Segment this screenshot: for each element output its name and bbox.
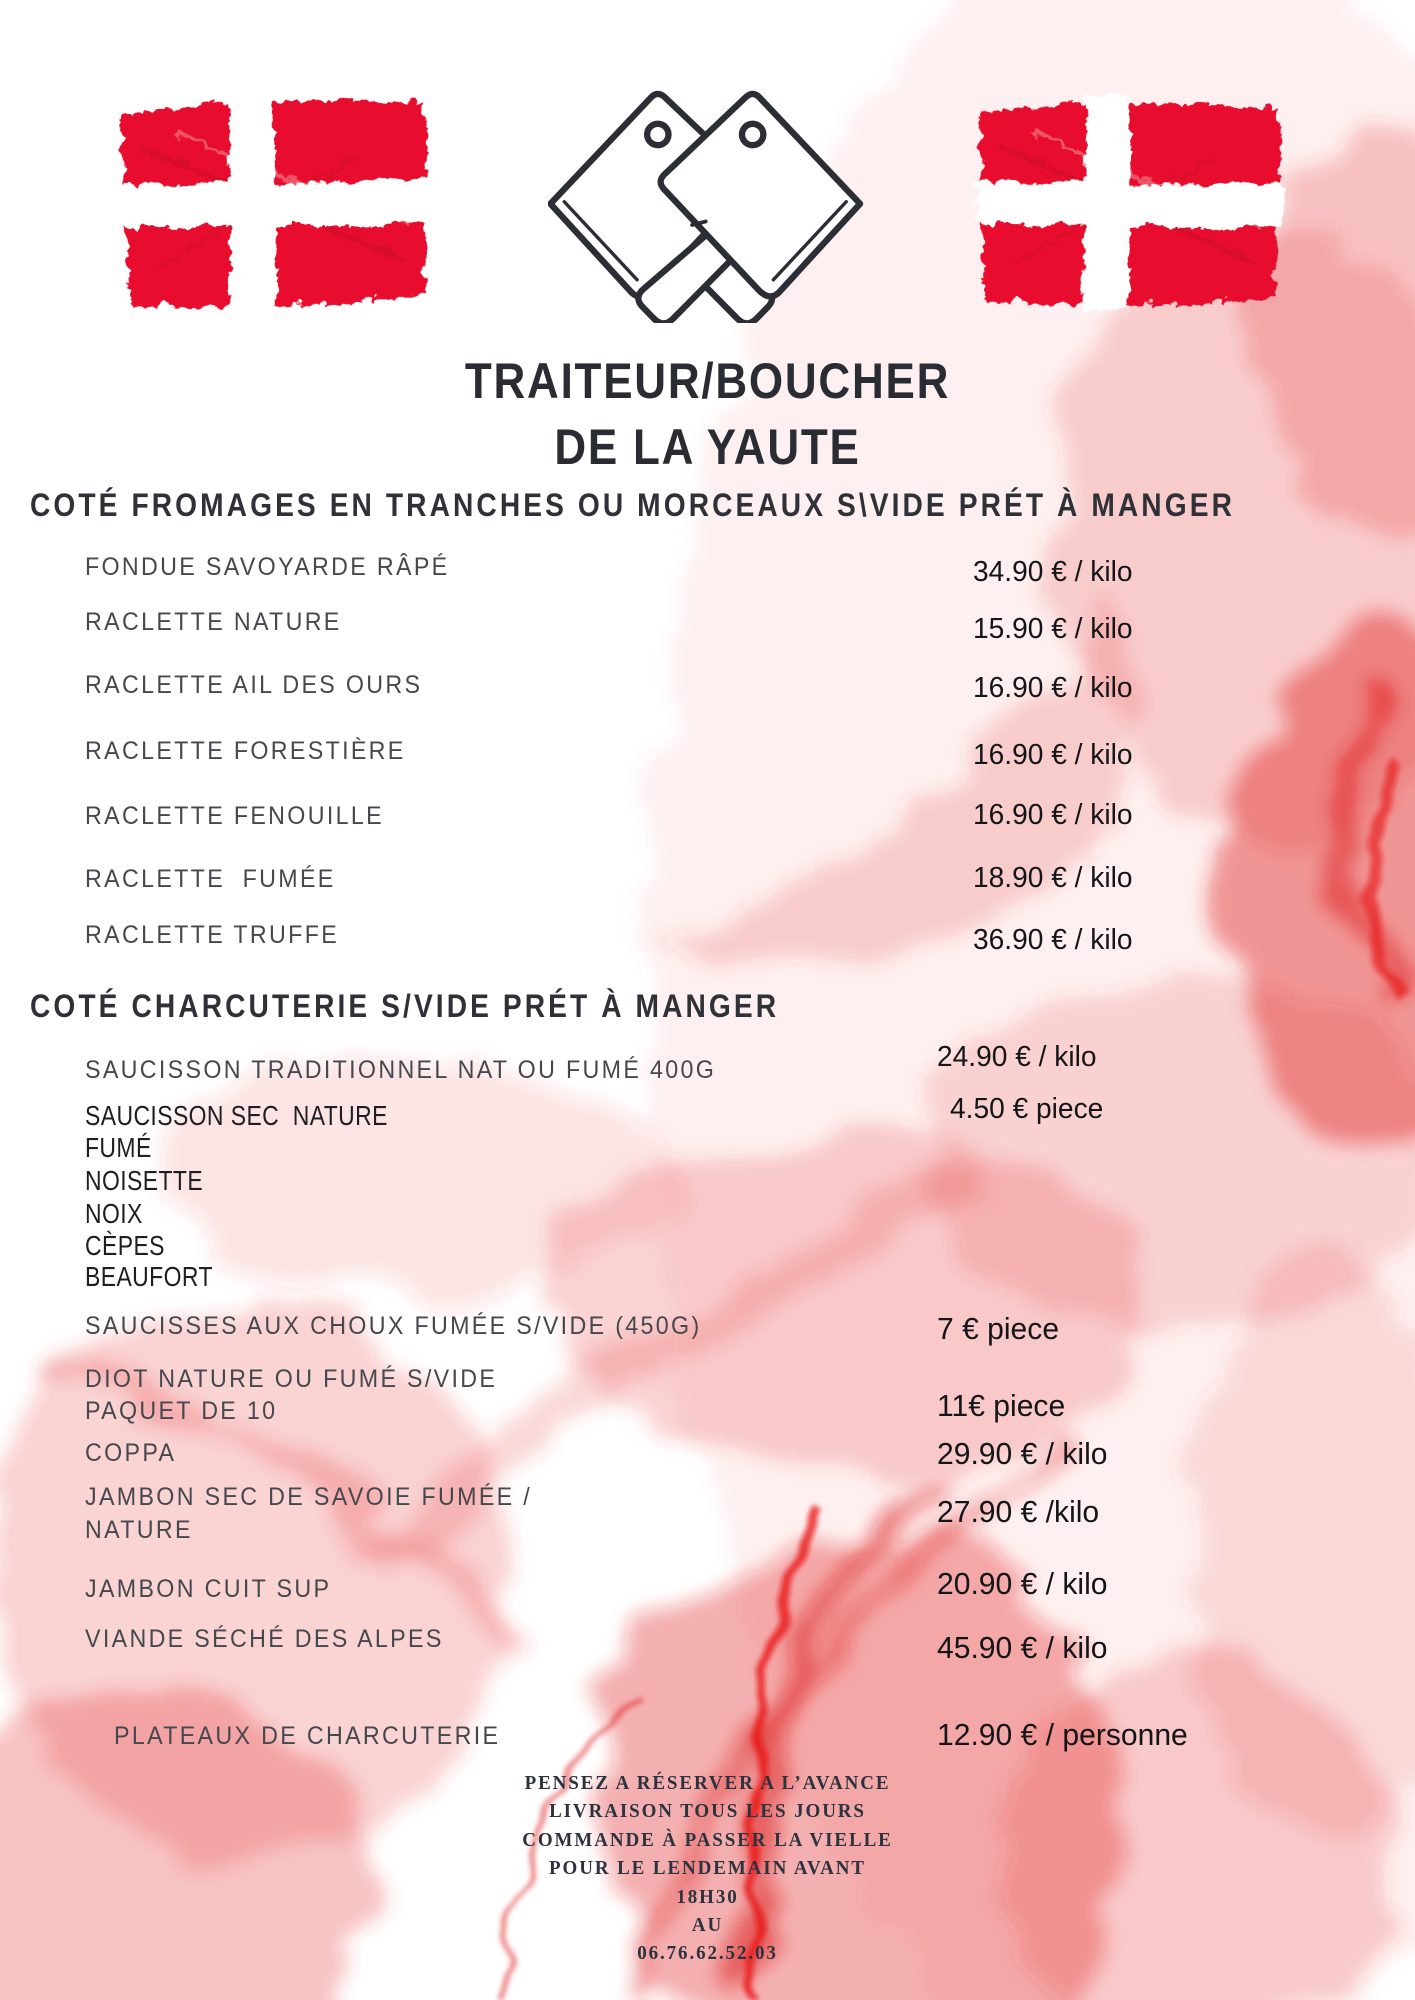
item-label: SAUCISSON SEC NATURE: [85, 1100, 388, 1131]
item-price: 24.90 € / kilo: [937, 1041, 1097, 1073]
footer-line: AU: [691, 1913, 724, 1936]
item-price: 29.90 € / kilo: [937, 1436, 1108, 1471]
item-label: RACLETTE FORESTIÈRE: [85, 737, 406, 765]
item-price: 11€ piece: [937, 1388, 1066, 1423]
item-label: RACLETTE NATURE: [85, 608, 342, 636]
section-heading: COTÉ CHARCUTERIE S/VIDE PRÉT À MANGER: [30, 988, 780, 1024]
page-title-line2: DE LA YAUTE: [554, 419, 861, 475]
item-price: 7 € piece: [937, 1311, 1060, 1346]
section-heading: COTÉ FROMAGES EN TRANCHES OU MORCEAUX S\VIDE PRÉT À MANGER: [30, 487, 1235, 523]
item-price: 4.50 € piece: [950, 1093, 1104, 1125]
item-price: 20.90 € / kilo: [937, 1566, 1108, 1601]
item-label: BEAUFORT: [85, 1261, 213, 1292]
item-price: 15.90 € / kilo: [973, 613, 1133, 645]
item-label: SAUCISSES AUX CHOUX FUMÉE S/VIDE (450G): [85, 1312, 702, 1340]
footer-line: 18H30: [676, 1885, 739, 1908]
item-label: FUMÉ: [85, 1132, 152, 1163]
item-label: RACLETTE FUMÉE: [85, 865, 336, 893]
item-label: RACLETTE TRUFFE: [85, 921, 340, 949]
item-label: VIANDE SÉCHÉ DES ALPES: [85, 1625, 444, 1653]
item-price: 12.90 € / personne: [937, 1717, 1188, 1752]
item-price: 34.90 € / kilo: [973, 556, 1133, 588]
item-label: SAUCISSON TRADITIONNEL NAT OU FUMÉ 400G: [85, 1056, 717, 1084]
item-price: 27.90 € /kilo: [937, 1494, 1100, 1529]
item-price: 16.90 € / kilo: [973, 739, 1133, 771]
item-label: NOISETTE: [85, 1165, 204, 1196]
item-label: DIOT NATURE OU FUMÉ S/VIDE: [85, 1365, 498, 1393]
item-label: CÈPES: [85, 1230, 165, 1261]
page-title-line1: TRAITEUR/BOUCHER: [464, 353, 951, 409]
item-label: JAMBON CUIT SUP: [85, 1575, 332, 1603]
item-price: 45.90 € / kilo: [937, 1630, 1108, 1665]
item-label: COPPA: [85, 1439, 177, 1467]
footer-line: 06.76.62.52.03: [637, 1942, 778, 1965]
item-label: JAMBON SEC DE SAVOIE FUMÉE /: [85, 1483, 533, 1511]
footer-line: COMMANDE À PASSER LA VIELLE: [522, 1828, 893, 1851]
footer-line: LIVRAISON TOUS LES JOURS: [549, 1800, 866, 1823]
item-price: 16.90 € / kilo: [973, 672, 1133, 704]
item-price: 18.90 € / kilo: [973, 862, 1133, 894]
item-label: NOIX: [85, 1198, 143, 1229]
footer-notes: [0, 1772, 1415, 1971]
item-label: PAQUET DE 10: [85, 1397, 278, 1425]
footer-line: POUR LE LENDEMAIN AVANT: [549, 1857, 866, 1880]
item-label: PLATEAUX DE CHARCUTERIE: [114, 1722, 501, 1750]
item-label: RACLETTE AIL DES OURS: [85, 671, 423, 699]
item-label: NATURE: [85, 1516, 193, 1544]
item-price: 36.90 € / kilo: [973, 924, 1133, 956]
footer-line: PENSEZ A RÉSERVER A L’AVANCE: [524, 1772, 891, 1794]
item-label: RACLETTE FENOUILLE: [85, 802, 384, 830]
item-price: 16.90 € / kilo: [973, 799, 1133, 831]
item-label: FONDUE SAVOYARDE RÂPÉ: [85, 553, 450, 581]
